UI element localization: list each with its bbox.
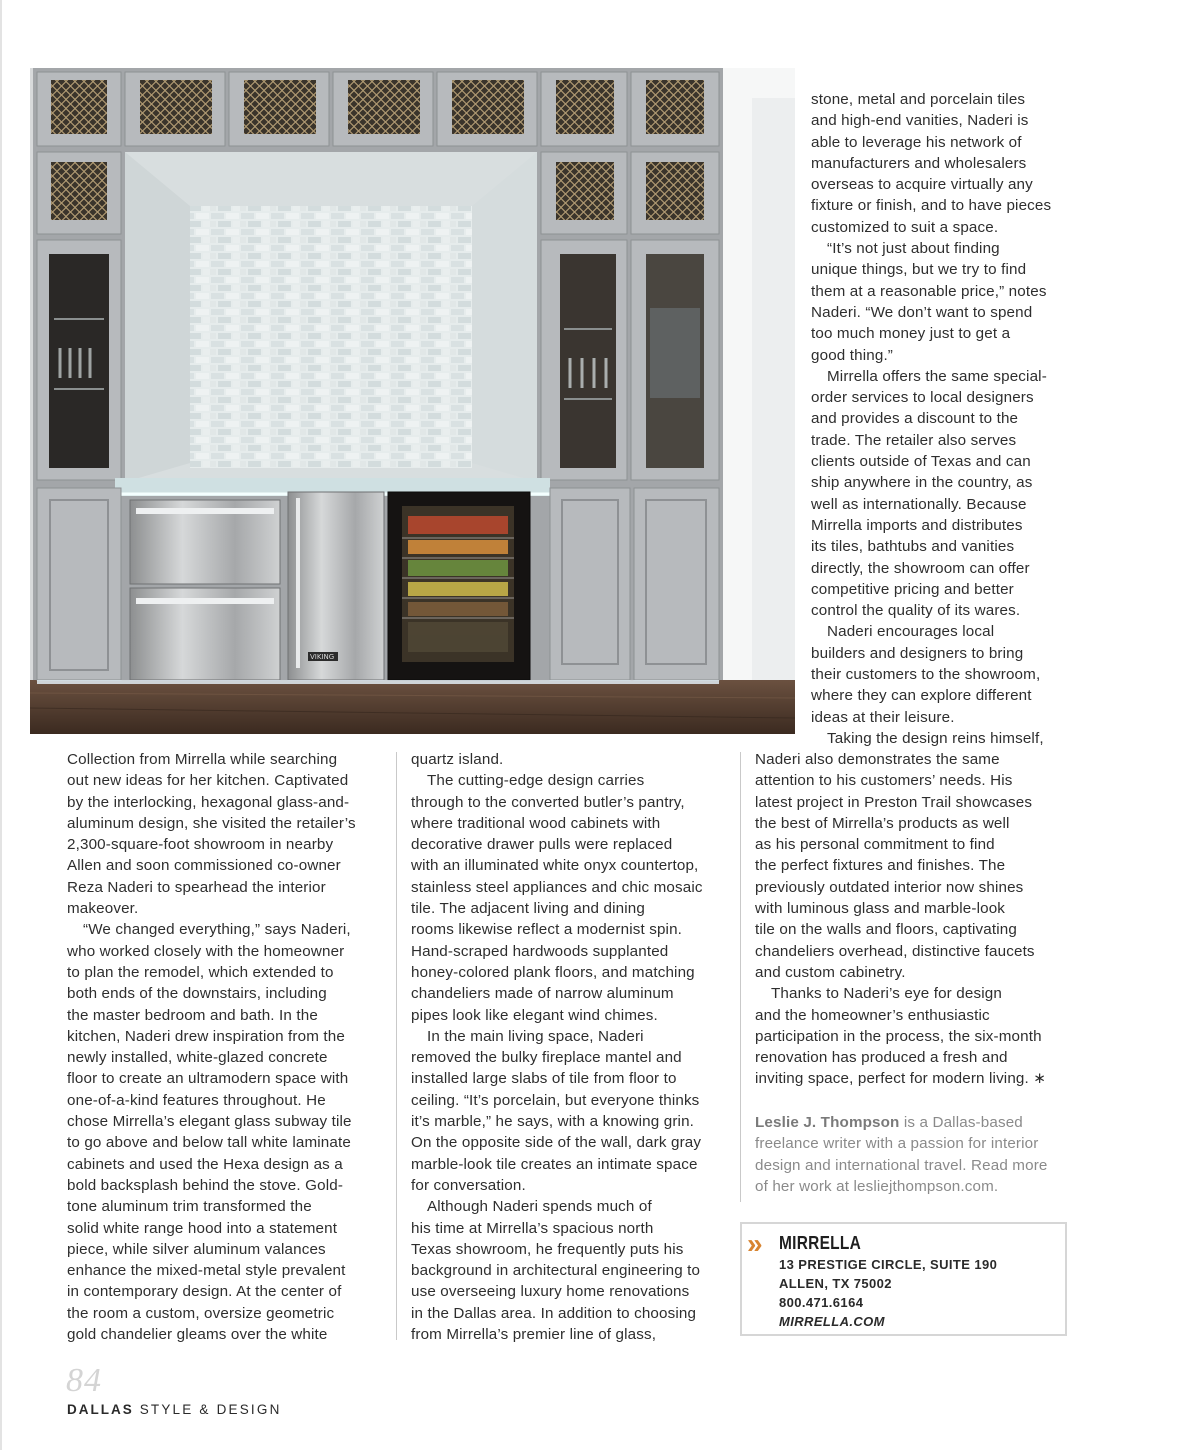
text-line: control the quality of its wares. <box>811 602 1021 620</box>
text-line: customized to suit a space. <box>811 218 999 236</box>
text-line: for conversation. <box>411 1176 526 1194</box>
magazine-name-rest: STYLE & DESIGN <box>133 1402 282 1417</box>
text-line: and custom cabinetry. <box>755 963 906 981</box>
text-line: the perfect fixtures and finishes. The <box>755 857 1006 875</box>
magazine-name <box>67 1402 282 1417</box>
text-line: On the opposite side of the wall, dark gray <box>411 1134 702 1152</box>
text-line: it’s marble,” he says, with a knowing grin. <box>411 1113 695 1131</box>
text-line: pipes look like elegant wind chimes. <box>411 1006 658 1024</box>
text-line: floor to create an ultramodern space with <box>67 1070 349 1088</box>
text-line: to go above and below tall white laminate <box>67 1134 351 1152</box>
text-line: latest project in Preston Trail showcases <box>755 793 1033 811</box>
text-line: makeover. <box>67 900 139 918</box>
text-line: in contemporary design. At the center of <box>67 1283 342 1301</box>
business-address-line-2: ALLEN, TX 75002 <box>779 1276 892 1291</box>
text-line: the master bedroom and bath. In the <box>67 1006 318 1024</box>
text-line: Allen and soon commissioned co-owner <box>67 857 341 875</box>
text-line: by the interlocking, hexagonal glass-and- <box>67 793 350 811</box>
text-line: order services to local designers <box>811 389 1034 407</box>
text-line: cabinets and used the Hexa design as a <box>67 1155 343 1173</box>
text-line: chandeliers overhead, distinctive faucets <box>755 942 1035 960</box>
text-line: piece, while silver aluminum valances <box>67 1240 326 1258</box>
text-line: ideas at their leisure. <box>811 708 955 726</box>
text-line: Naderi. “We don’t want to spend <box>811 303 1033 321</box>
text-line: ceiling. “It’s porcelain, but everyone thinks <box>411 1091 700 1109</box>
text-line: good thing.” <box>811 346 894 364</box>
text-line: trade. The retailer also serves <box>811 431 1017 449</box>
text-line: Collection from Mirrella while searching <box>67 751 338 768</box>
text-line: able to leverage his network of <box>811 133 1022 151</box>
text-line: background in architectural engineering to <box>411 1262 701 1280</box>
text-line: and high-end vanities, Naderi is <box>811 112 1029 130</box>
text-line: enhance the mixed-metal style prevalent <box>67 1262 346 1280</box>
text-line: too much money just to get a <box>811 325 1011 343</box>
text-line: ship anywhere in the country, as <box>811 474 1033 492</box>
text-line: newly installed, white-glazed concrete <box>67 1049 328 1067</box>
text-line: with an illuminated white onyx countertop, <box>411 857 699 875</box>
author-bio <box>755 1112 1048 1197</box>
text-line: through to the converted butler’s pantry, <box>411 793 685 811</box>
text-line: Texas showroom, he frequently puts his <box>411 1240 684 1258</box>
text-line: builders and designers to bring <box>811 644 1024 662</box>
text-line: attention to his customers’ needs. His <box>755 772 1013 790</box>
text-line: The cutting-edge design carries <box>427 772 645 790</box>
bio-text: is a Dallas-based <box>899 1114 1023 1131</box>
text-line: chandeliers made of narrow aluminum <box>411 985 674 1003</box>
text-line: the best of Mirrella’s products as well <box>755 814 1010 832</box>
text-line: use overseeing luxury home renovations <box>411 1283 690 1301</box>
article-column-1 <box>67 749 356 1345</box>
text-line: to plan the remodel, which extended to <box>67 963 334 981</box>
text-line: fixture or finish, and to have pieces <box>811 197 1052 215</box>
text-line: overseas to acquire virtually any <box>811 176 1033 194</box>
text-line: participation in the process, the six-month <box>755 1027 1042 1045</box>
text-line: his time at Mirrella’s spacious north <box>411 1219 654 1237</box>
column-rule <box>740 752 741 1202</box>
text-line: the room a custom, oversize geometric <box>67 1304 335 1322</box>
text-line: installed large slabs of tile from floor to <box>411 1070 677 1088</box>
text-line: quartz island. <box>411 751 504 768</box>
text-line: solid white range hood into a statement <box>67 1219 338 1237</box>
business-phone: 800.471.6164 <box>779 1295 864 1310</box>
text-line: “We changed everything,” says Naderi, <box>83 921 351 939</box>
text-line: unique things, but we try to find <box>811 261 1027 279</box>
bio-text: of her work at lesliejthompson.com. <box>755 1177 999 1195</box>
text-line: bold backsplash behind the stove. Gold- <box>67 1176 344 1194</box>
text-line: In the main living space, Naderi <box>427 1027 644 1045</box>
viking-badge: VIKING <box>310 653 335 661</box>
chevron-icon: » <box>747 1228 757 1259</box>
text-line: 2,300-square-foot showroom in nearby <box>67 836 334 854</box>
text-line: Although Naderi spends much of <box>427 1198 652 1216</box>
text-line: competitive pricing and better <box>811 580 1014 598</box>
text-line: where they can explore different <box>811 687 1032 705</box>
article-column-upper-right <box>811 89 1051 749</box>
text-line: out new ideas for her kitchen. Captivated <box>67 772 349 790</box>
text-line: aluminum design, she visited the retailer’s <box>67 814 356 832</box>
bio-text: freelance writer with a passion for interior <box>755 1135 1039 1153</box>
text-line: Mirrella offers the same special- <box>827 367 1047 385</box>
text-line: both ends of the downstairs, including <box>67 985 327 1003</box>
text-line: from Mirrella’s premier line of glass, <box>411 1326 657 1344</box>
text-line: one-of-a-kind features throughout. He <box>67 1091 326 1109</box>
text-line: tone aluminum trim transformed the <box>67 1198 312 1216</box>
text-line: tile on the walls and floors, captivating <box>755 921 1017 939</box>
text-line: with luminous glass and marble-look <box>755 900 1006 918</box>
text-line: decorative drawer pulls were replaced <box>411 836 673 854</box>
text-line: kitchen, Naderi drew inspiration from the <box>67 1027 345 1045</box>
page-number: 84 <box>66 1362 102 1399</box>
text-line: their customers to the showroom, <box>811 666 1041 684</box>
text-line: clients outside of Texas and can <box>811 453 1031 471</box>
text-line: Taking the design reins himself, <box>827 729 1044 747</box>
text-line: its tiles, bathtubs and vanities <box>811 538 1015 556</box>
text-line: Reza Naderi to spearhead the interior <box>67 878 326 896</box>
text-line: Naderi encourages local <box>827 623 995 641</box>
article-column-3 <box>755 749 1046 1090</box>
text-line: well as internationally. Because <box>811 495 1027 513</box>
text-line: removed the bulky fireplace mantel and <box>411 1049 682 1067</box>
text-line: inviting space, perfect for modern living. ∗ <box>755 1070 1047 1088</box>
author-name: Leslie J. Thompson <box>755 1114 900 1131</box>
text-line: in the Dallas area. In addition to choosing <box>411 1304 697 1322</box>
text-line: Naderi also demonstrates the same <box>755 751 1000 768</box>
text-line: rooms likewise reflect a modernist spin. <box>411 921 683 939</box>
text-line: Hand-scraped hardwoods supplanted <box>411 942 669 960</box>
text-line: directly, the showroom can offer <box>811 559 1030 577</box>
article-column-2 <box>411 749 703 1345</box>
business-address-line-1: 13 PRESTIGE CIRCLE, SUITE 190 <box>779 1257 998 1272</box>
text-line: and provides a discount to the <box>811 410 1019 428</box>
text-line: stainless steel appliances and chic mosaic <box>411 878 703 896</box>
text-line: manufacturers and wholesalers <box>811 154 1027 172</box>
text-line: tile. The adjacent living and dining <box>411 900 645 918</box>
column-rule <box>396 752 397 1340</box>
text-line: Thanks to Naderi’s eye for design <box>771 985 1002 1003</box>
text-line: them at a reasonable price,” notes <box>811 282 1047 300</box>
text-line: chose Mirrella’s elegant glass subway tile <box>67 1113 352 1131</box>
text-line: honey-colored plank floors, and matching <box>411 963 695 981</box>
text-line: previously outdated interior now shines <box>755 878 1024 896</box>
text-line: marble-look tile creates an intimate space <box>411 1155 698 1173</box>
business-info-box <box>740 1222 1067 1336</box>
magazine-name-bold: DALLAS <box>67 1402 134 1417</box>
text-line: who worked closely with the homeowner <box>67 942 345 960</box>
text-line: where traditional wood cabinets with <box>411 814 661 832</box>
text-line: Mirrella imports and distributes <box>811 516 1023 534</box>
text-line: stone, metal and porcelain tiles <box>811 91 1026 108</box>
bio-text: design and international travel. Read more <box>755 1156 1048 1174</box>
business-name: MIRRELLA <box>779 1233 862 1253</box>
text-line: renovation has produced a fresh and <box>755 1049 1008 1067</box>
business-website[interactable]: MIRRELLA.COM <box>779 1314 885 1329</box>
text-line: gold chandelier gleams over the white <box>67 1326 328 1344</box>
butlers-pantry-photo <box>30 68 795 734</box>
text-line: as his personal commitment to find <box>755 836 995 854</box>
text-line: and the homeowner’s enthusiastic <box>755 1006 990 1024</box>
text-line: “It’s not just about finding <box>827 240 1000 258</box>
page-edge <box>0 0 2 1450</box>
